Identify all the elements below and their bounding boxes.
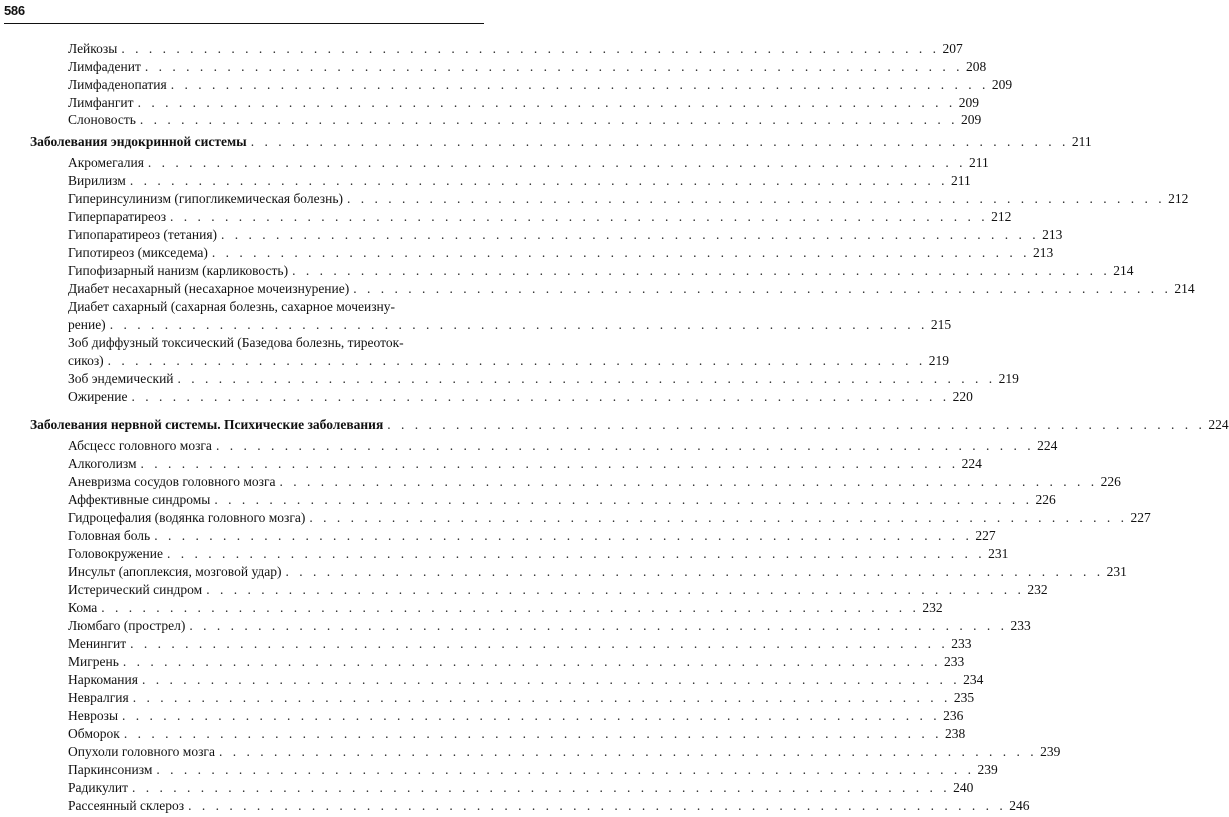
toc-entry-title: Вирилизм (68, 173, 126, 188)
toc-entry (0, 370, 1019, 390)
dot-leader: . . . . . . . . . . . . . . . . . . . . . . . . . . . . . . . . . . . . . . . . . . . . . . . . . . . . . . . . . . . . (167, 546, 986, 561)
toc-page-number: 212 (991, 209, 1012, 224)
toc-page-number: 208 (966, 59, 987, 74)
toc-entry (0, 208, 1012, 228)
toc-entry-title-continuation: рение) (68, 317, 106, 332)
dot-leader: . . . . . . . . . . . . . . . . . . . . . . . . . . . . . . . . . . . . . . . . . . . . . . . . . . . . . . . . . . . . (131, 389, 950, 404)
dot-leader: . . . . . . . . . . . . . . . . . . . . . . . . . . . . . . . . . . . . . . . . . . . . . . . . . . . . . . . . . . . . (122, 654, 942, 669)
dot-leader: . . . . . . . . . . . . . . . . . . . . . . . . . . . . . . . . . . . . . . . . . . . . . . . . . . . . . . . . . . . . (147, 155, 967, 170)
toc-entry-title: Зоб эндемический (68, 371, 174, 386)
dot-leader: . . . . . . . . . . . . . . . . . . . . . . . . . . . . . . . . . . . . . . . . . . . . . . . . . . . . . . . . . . . . (131, 780, 951, 795)
toc-page-number: 209 (991, 77, 1013, 92)
toc-entry-title: Лимфаденит (68, 59, 141, 74)
dot-leader: . . . . . . . . . . . . . . . . . . . . . . . . . . . . . . . . . . . . . . . . . . . . . . . . . . . . . . . . . . . . (130, 636, 949, 651)
toc-entry-title: Мигрень (68, 654, 119, 669)
dot-leader: . . . . . . . . . . . . . . . . . . . . . . . . . . . . . . . . . . . . . . . . . . . . . . . . . . . . . . . . . . . . (132, 690, 951, 705)
dot-leader: . . . . . . . . . . . . . . . . . . . . . . . . . . . . . . . . . . . . . . . . . . . . . . . . . . . . . . . . . . . . (177, 371, 996, 386)
toc-entry-title: Головная боль (68, 528, 151, 543)
toc-entry (0, 388, 973, 408)
toc-page-number: 231 (988, 546, 1009, 561)
toc-entry (0, 190, 1189, 210)
toc-entry (0, 725, 966, 745)
dot-leader: . . . . . . . . . . . . . . . . . . . . . . . . . . . . . . . . . . . . . . . . . . . . . . . . . . . . . . . . . . . . (141, 672, 961, 687)
toc-entry-title-continuation: сикоз) (68, 353, 104, 368)
toc-entry (0, 111, 982, 131)
dot-leader: . . . . . . . . . . . . . . . . . . . . . . . . . . . . . . . . . . . . . . . . . . . . . . . . . . . . . . . . . . . . (218, 744, 1038, 759)
dot-leader: . . . . . . . . . . . . . . . . . . . . . . . . . . . . . . . . . . . . . . . . . . . . . . . . . . . . . . . . . . . . (107, 353, 926, 368)
dot-leader: . . . . . . . . . . . . . . . . . . . . . . . . . . . . . . . . . . . . . . . . . . . . . . . . . . . . . . . . . . . . (123, 726, 942, 741)
toc-entry-title: Лимфангит (68, 95, 134, 110)
toc-entry-title: Ожирение (68, 389, 128, 404)
toc-entry (0, 473, 1121, 493)
toc-entry (0, 563, 1127, 583)
dot-leader: . . . . . . . . . . . . . . . . . . . . . . . . . . . . . . . . . . . . . . . . . . . . . . . . . . . . . . . . . . . . (189, 618, 1008, 633)
toc-entry (0, 226, 1063, 246)
toc-page-number: 213 (1033, 245, 1054, 260)
toc-entry-title: Диабет несахарный (несахарное мочеизнурение) (68, 281, 350, 296)
dot-leader: . . . . . . . . . . . . . . . . . . . . . . . . . . . . . . . . . . . . . . . . . . . . . . . . . . . . . . . . . . . . (121, 41, 940, 56)
dot-leader: . . . . . . . . . . . . . . . . . . . . . . . . . . . . . . . . . . . . . . . . . . . . . . . . . . . . . . . . . . . . (139, 112, 959, 127)
toc-entry (0, 617, 1031, 637)
toc-entry-title: Люмбаго (прострел) (68, 618, 186, 633)
toc-page-number: 227 (975, 528, 996, 543)
toc-page-number: 207 (942, 41, 963, 56)
toc-entry-title: Абсцесс головного мозга (68, 438, 212, 453)
toc-entry (0, 779, 974, 799)
toc-page-number: 213 (1042, 227, 1063, 242)
toc-entry-title: Аневризма сосудов головного мозга (68, 474, 276, 489)
toc-entry-title: Лейкозы (68, 41, 118, 56)
toc-page-number: 214 (1174, 281, 1195, 296)
toc-page-number: 246 (1009, 798, 1030, 813)
dot-leader: . . . . . . . . . . . . . . . . . . . . . . . . . . . . . . . . . . . . . . . . . . . . . . . . . . . . . . . . . . . . (292, 263, 1111, 278)
toc-entry (0, 437, 1058, 457)
dot-leader: . . . . . . . . . . . . . . . . . . . . . . . . . . . . . . . . . . . . . . . . . . . . . . . . . . . . . . . . . . . . (140, 456, 959, 471)
toc-entry (0, 599, 943, 619)
toc-entry (0, 334, 950, 372)
toc-page-number: 233 (951, 636, 972, 651)
toc-entry (0, 653, 965, 673)
toc-entry-title: Радикулит (68, 780, 128, 795)
toc-section-heading (0, 416, 1229, 436)
toc-page-number: 238 (944, 726, 966, 741)
toc-entry (0, 707, 964, 727)
toc-page-number: 232 (1027, 582, 1048, 597)
toc-page-number: 240 (953, 780, 974, 795)
toc-page-number: 220 (952, 389, 973, 404)
dot-leader: . . . . . . . . . . . . . . . . . . . . . . . . . . . . . . . . . . . . . . . . . . . . . . . . . . . . . . . . . . . . (109, 317, 928, 332)
toc-entry-title: Лимфаденопатия (68, 77, 167, 92)
toc-entry (0, 743, 1061, 763)
dot-leader: . . . . . . . . . . . . . . . . . . . . . . . . . . . . . . . . . . . . . . . . . . . . . . . . . . . . . . . . . . . . (221, 227, 1040, 242)
toc-entry-title: Головокружение (68, 546, 163, 561)
toc-page-number: 226 (1035, 492, 1056, 507)
page-number: 586 (4, 3, 25, 18)
toc-page-number: 209 (958, 95, 979, 110)
toc-page-number: 209 (961, 112, 982, 127)
toc-entry (0, 455, 982, 475)
toc-page-number: 234 (963, 672, 984, 687)
toc-entry-title: Неврозы (68, 708, 119, 723)
dot-leader: . . . . . . . . . . . . . . . . . . . . . . . . . . . . . . . . . . . . . . . . . . . . . . . . . . . . . . . . . . . . (144, 59, 963, 74)
toc-entry (0, 262, 1134, 282)
toc-entry-title: Слоновость (68, 112, 136, 127)
toc-page-number: 233 (1010, 618, 1031, 633)
dot-leader: . . . . . . . . . . . . . . . . . . . . . . . . . . . . . . . . . . . . . . . . . . . . . . . . . . . . . . . . . . . . (156, 762, 975, 777)
toc-page-number: 239 (977, 762, 998, 777)
dot-leader: . . . . . . . . . . . . . . . . . . . . . . . . . . . . . . . . . . . . . . . . . . . . . . . . . . . . . . . . . . . . (279, 474, 1098, 489)
toc-entry-title: Диабет сахарный (сахарная болезнь, сахарное мочеизну- (68, 299, 396, 314)
toc-entry (0, 671, 984, 691)
toc-entry-title: Кома (68, 600, 98, 615)
toc-entry-title: Гиперпаратиреоз (68, 209, 167, 224)
toc-page-number: 219 (928, 353, 950, 368)
dot-leader: . . . . . . . . . . . . . . . . . . . . . . . . . . . . . . . . . . . . . . . . . . . . . . . . . . . . . . . . . . . . (170, 209, 989, 224)
toc-entry-title: Рассеянный склероз (68, 798, 185, 813)
toc-entry-title: Гипопаратиреоз (тетания) (68, 227, 218, 242)
dot-leader: . . . . . . . . . . . . . . . . . . . . . . . . . . . . . . . . . . . . . . . . . . . . . . . . . . . . . . . . . . . . (387, 417, 1206, 432)
dot-leader: . . . . . . . . . . . . . . . . . . . . . . . . . . . . . . . . . . . . . . . . . . . . . . . . . . . . . . . . . . . . (129, 173, 948, 188)
toc-entry (0, 298, 952, 336)
toc-page-number: 236 (943, 708, 964, 723)
dot-leader: . . . . . . . . . . . . . . . . . . . . . . . . . . . . . . . . . . . . . . . . . . . . . . . . . . . . . . . . . . . . (154, 528, 973, 543)
toc-page-number: 211 (950, 173, 971, 188)
toc-entry (0, 76, 1013, 96)
toc-page-number: 219 (998, 371, 1019, 386)
toc-section-heading (0, 133, 1092, 153)
dot-leader: . . . . . . . . . . . . . . . . . . . . . . . . . . . . . . . . . . . . . . . . . . . . . . . . . . . . . . . . . . . . (353, 281, 1172, 296)
toc-entry-title: Заболевания эндокринной системы (30, 134, 247, 149)
dot-leader: . . . . . . . . . . . . . . . . . . . . . . . . . . . . . . . . . . . . . . . . . . . . . . . . . . . . . . . . . . . . (170, 77, 989, 92)
dot-leader: . . . . . . . . . . . . . . . . . . . . . . . . . . . . . . . . . . . . . . . . . . . . . . . . . . . . . . . . . . . . (122, 708, 941, 723)
dot-leader: . . . . . . . . . . . . . . . . . . . . . . . . . . . . . . . . . . . . . . . . . . . . . . . . . . . . . . . . . . . . (211, 245, 1031, 260)
toc-entry (0, 689, 975, 709)
dot-leader: . . . . . . . . . . . . . . . . . . . . . . . . . . . . . . . . . . . . . . . . . . . . . . . . . . . . . . . . . . . . (188, 798, 1007, 813)
toc-page-number: 232 (922, 600, 943, 615)
dot-leader: . . . . . . . . . . . . . . . . . . . . . . . . . . . . . . . . . . . . . . . . . . . . . . . . . . . . . . . . . . . . (285, 564, 1104, 579)
toc-entry (0, 635, 972, 655)
dot-leader: . . . . . . . . . . . . . . . . . . . . . . . . . . . . . . . . . . . . . . . . . . . . . . . . . . . . . . . . . . . . (346, 191, 1166, 206)
toc-entry-title: Опухоли головного мозга (68, 744, 215, 759)
toc-entry-title: Гидроцефалия (водянка головного мозга) (68, 510, 306, 525)
toc-entry (0, 761, 998, 781)
dot-leader: . . . . . . . . . . . . . . . . . . . . . . . . . . . . . . . . . . . . . . . . . . . . . . . . . . . . . . . . . . . . (215, 438, 1035, 453)
toc-entry (0, 797, 1030, 817)
toc-entry-title: Менингит (68, 636, 127, 651)
toc-entry-title: Наркомания (68, 672, 138, 687)
toc-entry-title: Истерический синдром (68, 582, 203, 597)
dot-leader: . . . . . . . . . . . . . . . . . . . . . . . . . . . . . . . . . . . . . . . . . . . . . . . . . . . . . . . . . . . . (206, 582, 1025, 597)
toc-page-number: 226 (1100, 474, 1121, 489)
toc-entry-title: Гипотиреоз (микседема) (68, 245, 208, 260)
toc-entry-title: Обморок (68, 726, 120, 741)
toc-page-number: 227 (1130, 510, 1151, 525)
toc-page-number: 212 (1168, 191, 1189, 206)
toc-page-number: 233 (944, 654, 965, 669)
toc-entry (0, 527, 996, 547)
dot-leader: . . . . . . . . . . . . . . . . . . . . . . . . . . . . . . . . . . . . . . . . . . . . . . . . . . . . . . . . . . . . (101, 600, 920, 615)
toc-entry (0, 280, 1195, 300)
toc-page-number: 224 (961, 456, 982, 471)
toc-entry (0, 581, 1048, 601)
toc-entry-title: Паркинсонизм (68, 762, 153, 777)
toc-entry-title: Инсульт (апоплексия, мозговой удар) (68, 564, 282, 579)
toc-page-number: 231 (1106, 564, 1127, 579)
toc-entry (0, 509, 1151, 529)
toc-entry-title: Гиперинсулинизм (гипогликемическая болезнь) (68, 191, 343, 206)
toc-entry (0, 58, 987, 78)
toc-entry-title: Заболевания нервной системы. Психические заболевания (30, 417, 384, 432)
toc-entry-title: Гипофизарный нанизм (карликовость) (68, 263, 289, 278)
toc-entry-title: Зоб диффузный токсический (Базедова болезнь, тиреоток- (68, 335, 404, 350)
toc-page-number: 224 (1037, 438, 1058, 453)
toc-entry-title: Аффективные синдромы (68, 492, 211, 507)
toc-page-number: 235 (953, 690, 975, 705)
toc-entry-title: Акромегалия (68, 155, 144, 170)
toc-entry (0, 545, 1009, 565)
toc-entry (0, 244, 1054, 264)
toc-entry-title: Невралгия (68, 690, 129, 705)
toc-page-number: 211 (969, 155, 989, 170)
toc-page-number: 239 (1040, 744, 1061, 759)
toc-entry (0, 154, 989, 174)
toc-page-number: 211 (1071, 134, 1092, 149)
toc-page-number: 224 (1208, 417, 1229, 432)
toc-entry (0, 40, 963, 60)
toc-page-number: 214 (1113, 263, 1134, 278)
dot-leader: . . . . . . . . . . . . . . . . . . . . . . . . . . . . . . . . . . . . . . . . . . . . . . . . . . . . . . . . . . . . (309, 510, 1128, 525)
toc-page-number: 215 (930, 317, 952, 332)
toc-entry-title: Алкоголизм (68, 456, 137, 471)
dot-leader: . . . . . . . . . . . . . . . . . . . . . . . . . . . . . . . . . . . . . . . . . . . . . . . . . . . . . . . . . . . . (214, 492, 1033, 507)
dot-leader: . . . . . . . . . . . . . . . . . . . . . . . . . . . . . . . . . . . . . . . . . . . . . . . . . . . . . . . . . . . . (250, 134, 1069, 149)
dot-leader: . . . . . . . . . . . . . . . . . . . . . . . . . . . . . . . . . . . . . . . . . . . . . . . . . . . . . . . . . . . . (137, 95, 956, 110)
toc-entry (0, 491, 1056, 511)
toc-entry (0, 172, 971, 192)
